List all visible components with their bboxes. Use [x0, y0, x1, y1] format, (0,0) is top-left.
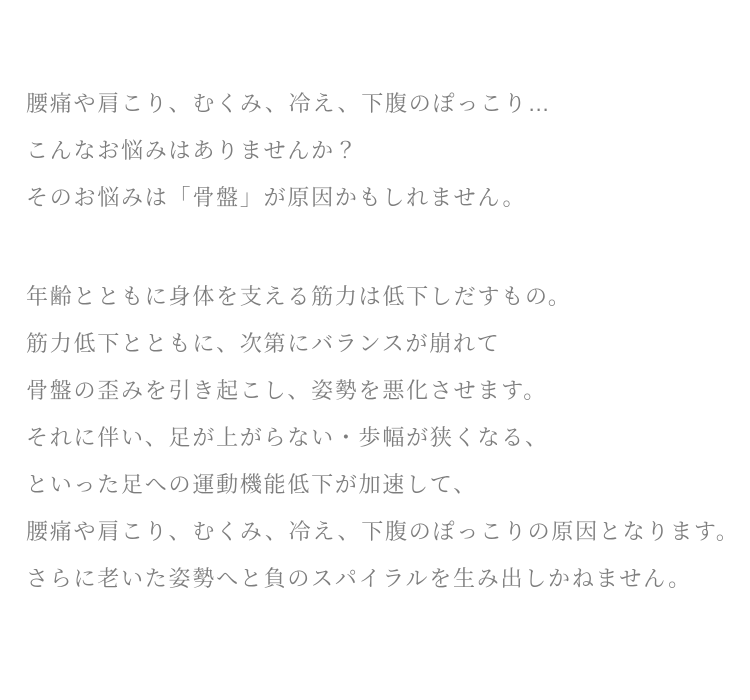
text-line: 年齢とともに身体を支える筋力は低下しだすもの。	[26, 284, 572, 309]
text-line: そのお悩みは「骨盤」が原因かもしれません。	[26, 185, 527, 210]
text-line: 腰痛や肩こり、むくみ、冷え、下腹のぽっこりの原因となります。	[26, 519, 740, 544]
text-line: 筋力低下とともに、次第にバランスが崩れて	[26, 331, 501, 356]
intro-paragraph	[26, 80, 740, 221]
body-paragraph	[26, 273, 740, 602]
text-line: 骨盤の歪みを引き起こし、姿勢を悪化させます。	[26, 378, 547, 403]
text-line: こんなお悩みはありませんか？	[26, 138, 359, 163]
text-line: それに伴い、足が上がらない・歩幅が狭くなる、	[26, 425, 549, 450]
text-line: といった足への運動機能低下が加速して、	[26, 472, 478, 497]
text-line: さらに老いた姿勢へと負のスパイラルを生み出しかねません。	[26, 566, 692, 591]
text-line: 腰痛や肩こり、むくみ、冷え、下腹のぽっこり…	[26, 91, 552, 116]
